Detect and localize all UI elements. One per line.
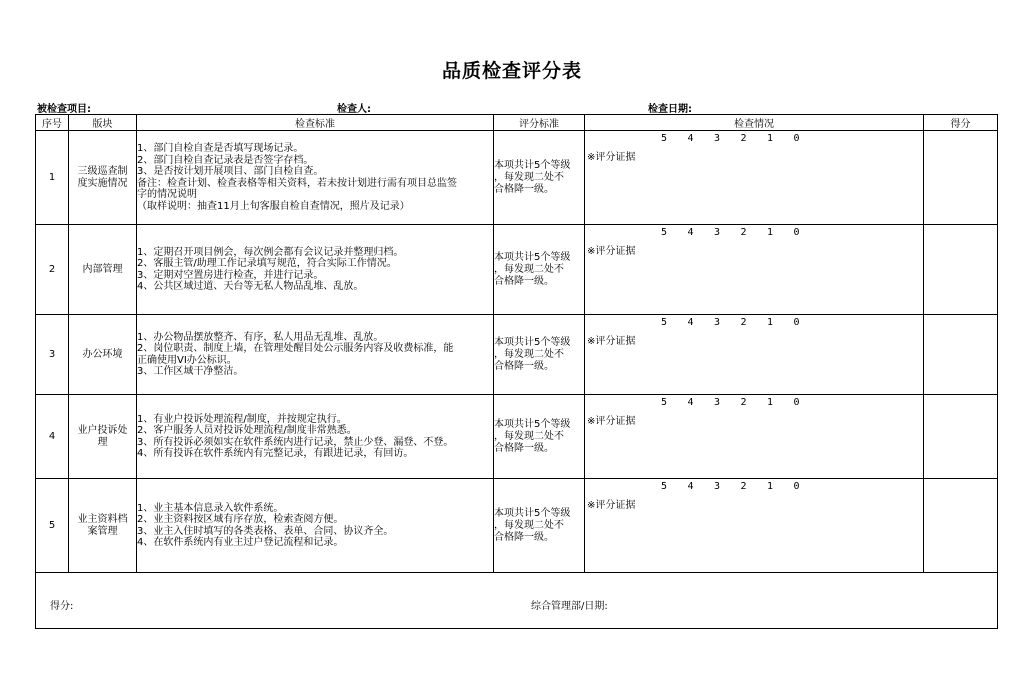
scale-value[interactable]: 0 <box>793 227 800 238</box>
row-status <box>585 395 924 479</box>
row-standard <box>137 479 494 573</box>
scale-value[interactable]: 3 <box>714 481 721 492</box>
scale-value[interactable]: 4 <box>687 481 694 492</box>
row-score-cell[interactable] <box>924 479 998 573</box>
row-score-cell[interactable] <box>924 225 998 315</box>
header-block: 版块 <box>69 115 137 131</box>
row-score-cell[interactable] <box>924 131 998 225</box>
row-criteria <box>494 479 585 573</box>
row-criteria <box>494 131 585 225</box>
row-block <box>69 315 137 395</box>
scale-value[interactable]: 3 <box>714 133 721 144</box>
score-scale <box>661 397 820 408</box>
evidence-label: ※评分证据 <box>587 152 636 163</box>
table-row <box>36 395 998 479</box>
scale-value[interactable]: 4 <box>687 227 694 238</box>
header-seq: 序号 <box>36 115 69 131</box>
standard-line: 3、是否按计划开展项目、部门自检自查。 <box>137 166 324 177</box>
scale-value[interactable]: 0 <box>793 133 800 144</box>
row-standard <box>137 315 494 395</box>
scale-value[interactable]: 1 <box>767 133 774 144</box>
score-scale <box>661 227 820 238</box>
row-criteria <box>494 315 585 395</box>
row-block <box>69 395 137 479</box>
page-title: 品质检查评分表 <box>441 60 582 82</box>
table-row <box>36 131 998 225</box>
standard-line: 2、客服主管/助理工作记录填写规范，符合实际工作情况。 <box>137 258 397 269</box>
row-block <box>69 479 137 573</box>
standard-line: 4、在软件系统内有业主过户登记流程和记录。 <box>137 537 344 548</box>
row-block <box>69 225 137 315</box>
scale-value[interactable]: 2 <box>740 481 747 492</box>
row-seq: 2 <box>36 225 69 315</box>
block-line: 三级巡查制 <box>77 165 128 177</box>
row-block <box>69 131 137 225</box>
evidence-label: ※评分证据 <box>587 246 636 257</box>
scale-value[interactable]: 2 <box>740 397 747 408</box>
scale-value[interactable]: 0 <box>793 317 800 328</box>
scale-value[interactable]: 5 <box>661 227 668 238</box>
evidence-label: ※评分证据 <box>587 500 636 511</box>
table-row <box>36 315 998 395</box>
row-standard <box>137 131 494 225</box>
row-score-cell[interactable] <box>924 395 998 479</box>
row-status <box>585 315 924 395</box>
criteria-line: 合格降一级。 <box>494 531 554 543</box>
standard-line: 1、部门自检自查是否填写现场记录。 <box>137 143 304 154</box>
scale-value[interactable]: 3 <box>714 317 721 328</box>
block-line: 内部管理 <box>82 263 123 275</box>
standard-line: 2、部门自检自查记录表是否签字存档。 <box>137 154 314 166</box>
criteria-line: 合格降一级。 <box>494 360 554 372</box>
scale-value[interactable]: 5 <box>661 481 668 492</box>
inspected-item-label: 被检查项目: <box>37 104 91 115</box>
criteria-line: ，每发现二处不 <box>494 430 564 442</box>
block-line: 办公环境 <box>82 348 123 360</box>
scale-value[interactable]: 5 <box>661 133 668 144</box>
scale-value[interactable]: 1 <box>767 227 774 238</box>
scale-value[interactable]: 1 <box>767 317 774 328</box>
standard-line: 字的情况说明 <box>137 189 197 200</box>
row-standard <box>137 225 494 315</box>
standard-line: 3、所有投诉必须如实在软件系统内进行记录，禁止少登、漏登、不登。 <box>137 436 454 448</box>
score-scale <box>661 481 820 492</box>
criteria-line: 本项共计5个等级 <box>494 418 571 430</box>
standard-line: 正确使用VI办公标识。 <box>137 354 237 366</box>
table-header-row <box>36 115 998 131</box>
scale-value[interactable]: 3 <box>714 227 721 238</box>
standard-line: 3、业主入住时填写的各类表格、表单、合同、协议齐全。 <box>137 525 394 537</box>
standard-line: （取样说明：抽查11月上旬客服自检自查情况，照片及记录） <box>137 200 410 212</box>
row-status <box>585 479 924 573</box>
scale-value[interactable]: 4 <box>687 133 694 144</box>
criteria-line: 合格降一级。 <box>494 442 554 454</box>
criteria-line: ，每发现二处不 <box>494 171 564 183</box>
scale-value[interactable]: 4 <box>687 317 694 328</box>
inspection-date-label: 检查日期: <box>648 104 692 115</box>
scale-value[interactable]: 1 <box>767 481 774 492</box>
header-standard: 检查标准 <box>137 115 494 131</box>
criteria-line: 合格降一级。 <box>494 183 554 195</box>
row-seq: 5 <box>36 479 69 573</box>
footer-score-label: 得分: <box>50 601 74 612</box>
standard-line: 1、有业户投诉处理流程/制度，并按规定执行。 <box>137 413 347 425</box>
criteria-line: 本项共计5个等级 <box>494 336 571 348</box>
row-standard <box>137 395 494 479</box>
scale-value[interactable]: 2 <box>740 227 747 238</box>
row-score-cell[interactable] <box>924 315 998 395</box>
scale-value[interactable]: 4 <box>687 397 694 408</box>
standard-line: 1、业主基本信息录入软件系统。 <box>137 502 284 514</box>
block-line: 业户投诉处 <box>77 424 128 436</box>
standard-line: 4、公共区域过道、天台等无私人物品乱堆、乱放。 <box>137 281 364 292</box>
score-scale <box>661 133 820 144</box>
criteria-line: 本项共计5个等级 <box>494 507 571 519</box>
criteria-line: 本项共计5个等级 <box>494 159 571 171</box>
inspection-table <box>35 114 998 629</box>
scale-value[interactable]: 0 <box>793 481 800 492</box>
footer-cell <box>36 573 998 629</box>
evidence-label: ※评分证据 <box>587 416 636 427</box>
row-criteria <box>494 225 585 315</box>
table-row <box>36 225 998 315</box>
criteria-line: ，每发现二处不 <box>494 263 564 275</box>
scale-value[interactable]: 0 <box>793 397 800 408</box>
row-seq: 4 <box>36 395 69 479</box>
criteria-line: ，每发现二处不 <box>494 348 564 360</box>
standard-line: 1、办公物品摆放整齐、有序，私人用品无乱堆、乱放。 <box>137 331 384 343</box>
criteria-line: 本项共计5个等级 <box>494 251 571 263</box>
scale-value[interactable]: 5 <box>661 397 668 408</box>
scale-value[interactable]: 2 <box>740 133 747 144</box>
standard-line: 2、岗位职责、制度上墙，在管理处醒目处公示服务内容及收费标准，能 <box>137 343 454 354</box>
block-line: 案管理 <box>87 525 118 537</box>
header-criteria: 评分标准 <box>494 115 585 131</box>
standard-line: 1、定期召开项目例会，每次例会都有会议记录并整理归档。 <box>137 246 404 258</box>
table-row <box>36 479 998 573</box>
criteria-line: ，每发现二处不 <box>494 519 564 531</box>
scale-value[interactable]: 1 <box>767 397 774 408</box>
evidence-label: ※评分证据 <box>587 336 636 347</box>
row-criteria <box>494 395 585 479</box>
standard-line: 3、定期对空置房进行检查，并进行记录。 <box>137 269 324 281</box>
standard-line: 2、业主资料按区域有序存放，检索查阅方便。 <box>137 514 344 525</box>
footer-row <box>36 573 998 629</box>
row-seq: 1 <box>36 131 69 225</box>
scale-value[interactable]: 3 <box>714 397 721 408</box>
standard-line: 3、工作区域干净整洁。 <box>137 366 244 377</box>
row-seq: 3 <box>36 315 69 395</box>
row-status <box>585 131 924 225</box>
header-status: 检查情况 <box>585 115 924 131</box>
header-score: 得分 <box>924 115 998 131</box>
inspector-label: 检查人: <box>337 104 371 115</box>
scale-value[interactable]: 5 <box>661 317 668 328</box>
block-line: 理 <box>97 436 108 448</box>
standard-line: 4、所有投诉在软件系统内有完整记录，有跟进记录，有回访。 <box>137 448 414 459</box>
criteria-line: 合格降一级。 <box>494 275 554 287</box>
scale-value[interactable]: 2 <box>740 317 747 328</box>
block-line: 度实施情况 <box>77 177 128 189</box>
standard-line: 2、客户服务人员对投诉处理流程/制度非常熟悉。 <box>137 425 357 436</box>
footer-dept-date-label: 综合管理部/日期: <box>531 601 608 612</box>
row-status <box>585 225 924 315</box>
standard-line: 备注：检查计划、检查表格等相关资料，若未按计划进行需有项目总监签 <box>137 177 457 189</box>
block-line: 业主资料档 <box>77 513 128 525</box>
score-scale <box>661 317 820 328</box>
